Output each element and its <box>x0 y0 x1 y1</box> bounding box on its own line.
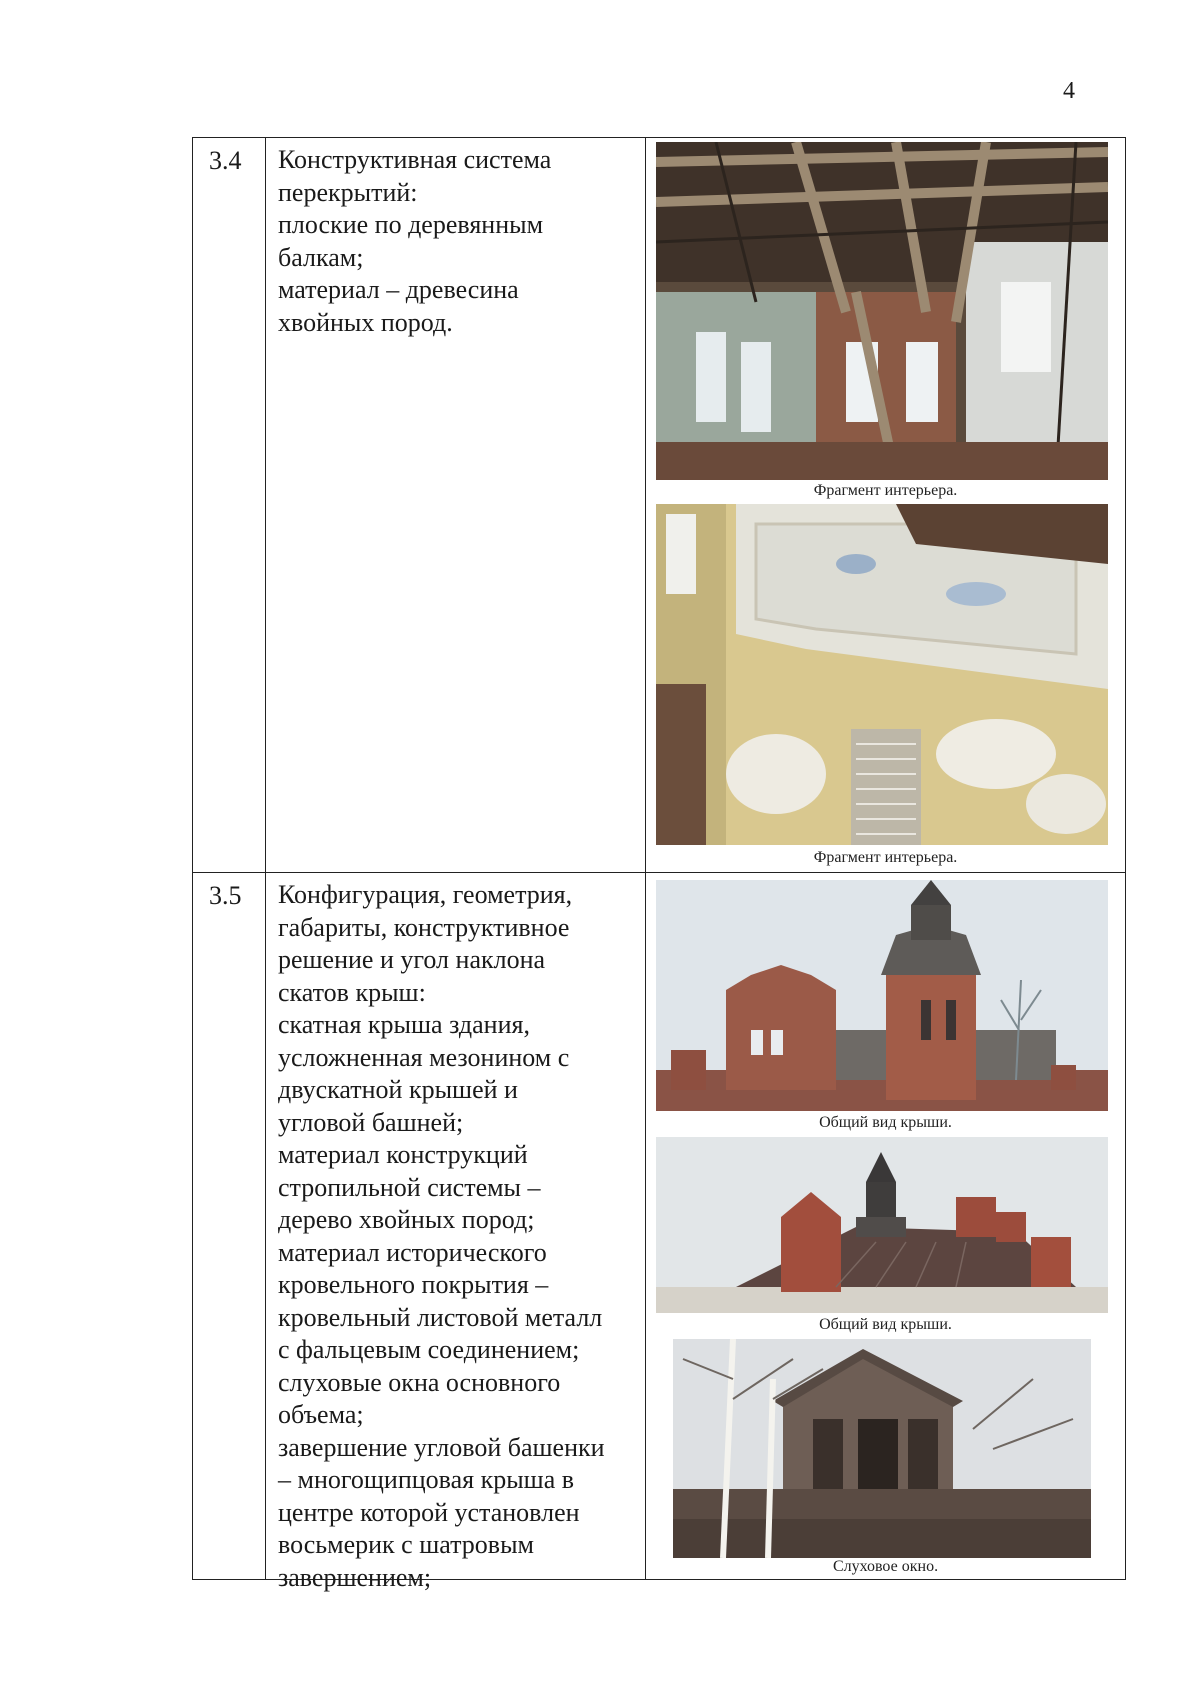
description-line: скатов крыш: <box>278 977 426 1007</box>
description-line: – многощипцовая крыша в <box>278 1465 575 1494</box>
description-line: материал исторического <box>278 1237 547 1267</box>
photo-roof-metal <box>656 1137 1108 1313</box>
photo-dormer-window <box>673 1339 1091 1558</box>
description-line: завершение угловой башенки <box>278 1432 605 1462</box>
description-line: стропильной системы – <box>278 1172 541 1202</box>
description-line: усложненная мезонином с <box>278 1042 570 1072</box>
page-number: 4 <box>1063 78 1075 104</box>
description-line: кровельного покрытия – <box>278 1270 549 1299</box>
document-table <box>192 137 1126 1592</box>
row-number: 3.5 <box>193 873 266 1579</box>
description-line: восьмерик с шатровым <box>278 1530 534 1559</box>
photo-column <box>646 138 1125 872</box>
description-line: с фальцевым соединением; <box>278 1335 580 1364</box>
photo-caption: Фрагмент интерьера. <box>813 482 958 499</box>
description-line: материал конструкций <box>278 1140 528 1169</box>
description-line: завершением; <box>278 1562 432 1592</box>
description-line: кровельный листовой металл <box>278 1302 603 1332</box>
photo-roof-tower <box>656 880 1108 1111</box>
description-line: перекрытий: <box>278 177 418 207</box>
description-line: дерево хвойных пород; <box>278 1205 535 1234</box>
table-row <box>193 138 1125 873</box>
row-number: 3.4 <box>193 138 266 872</box>
photo-caption: Слуховое окно. <box>832 1558 939 1575</box>
photo-column <box>646 873 1125 1579</box>
photo-interior-ceiling <box>656 142 1108 480</box>
photo-caption: Общий вид крыши. <box>819 1316 952 1333</box>
photo-interior-wall <box>656 504 1108 845</box>
description-line: центре которой установлен <box>278 1497 580 1527</box>
description-line: Конструктивная система <box>278 145 552 174</box>
description-line: слуховые окна основного <box>278 1367 561 1397</box>
description-line: скатная крыша здания, <box>278 1010 530 1039</box>
description-line: хвойных пород. <box>278 307 453 337</box>
description-line: решение и угол наклона <box>278 945 546 974</box>
photo-caption: Фрагмент интерьера. <box>813 849 958 866</box>
description-line: габариты, конструктивное <box>278 912 570 942</box>
table-row <box>193 873 1125 1592</box>
row-description <box>266 138 646 872</box>
description-line: балкам; <box>278 242 364 272</box>
description-line: объема; <box>278 1400 364 1429</box>
description-line: двускатной крышей и <box>278 1075 518 1104</box>
description-line: материал – древесина <box>278 275 519 304</box>
row-description <box>266 873 646 1592</box>
description-line: плоские по деревянным <box>278 210 544 239</box>
description-line: Конфигурация, геометрия, <box>278 880 573 909</box>
photo-caption: Общий вид крыши. <box>819 1114 952 1131</box>
description-line: угловой башней; <box>278 1107 464 1137</box>
